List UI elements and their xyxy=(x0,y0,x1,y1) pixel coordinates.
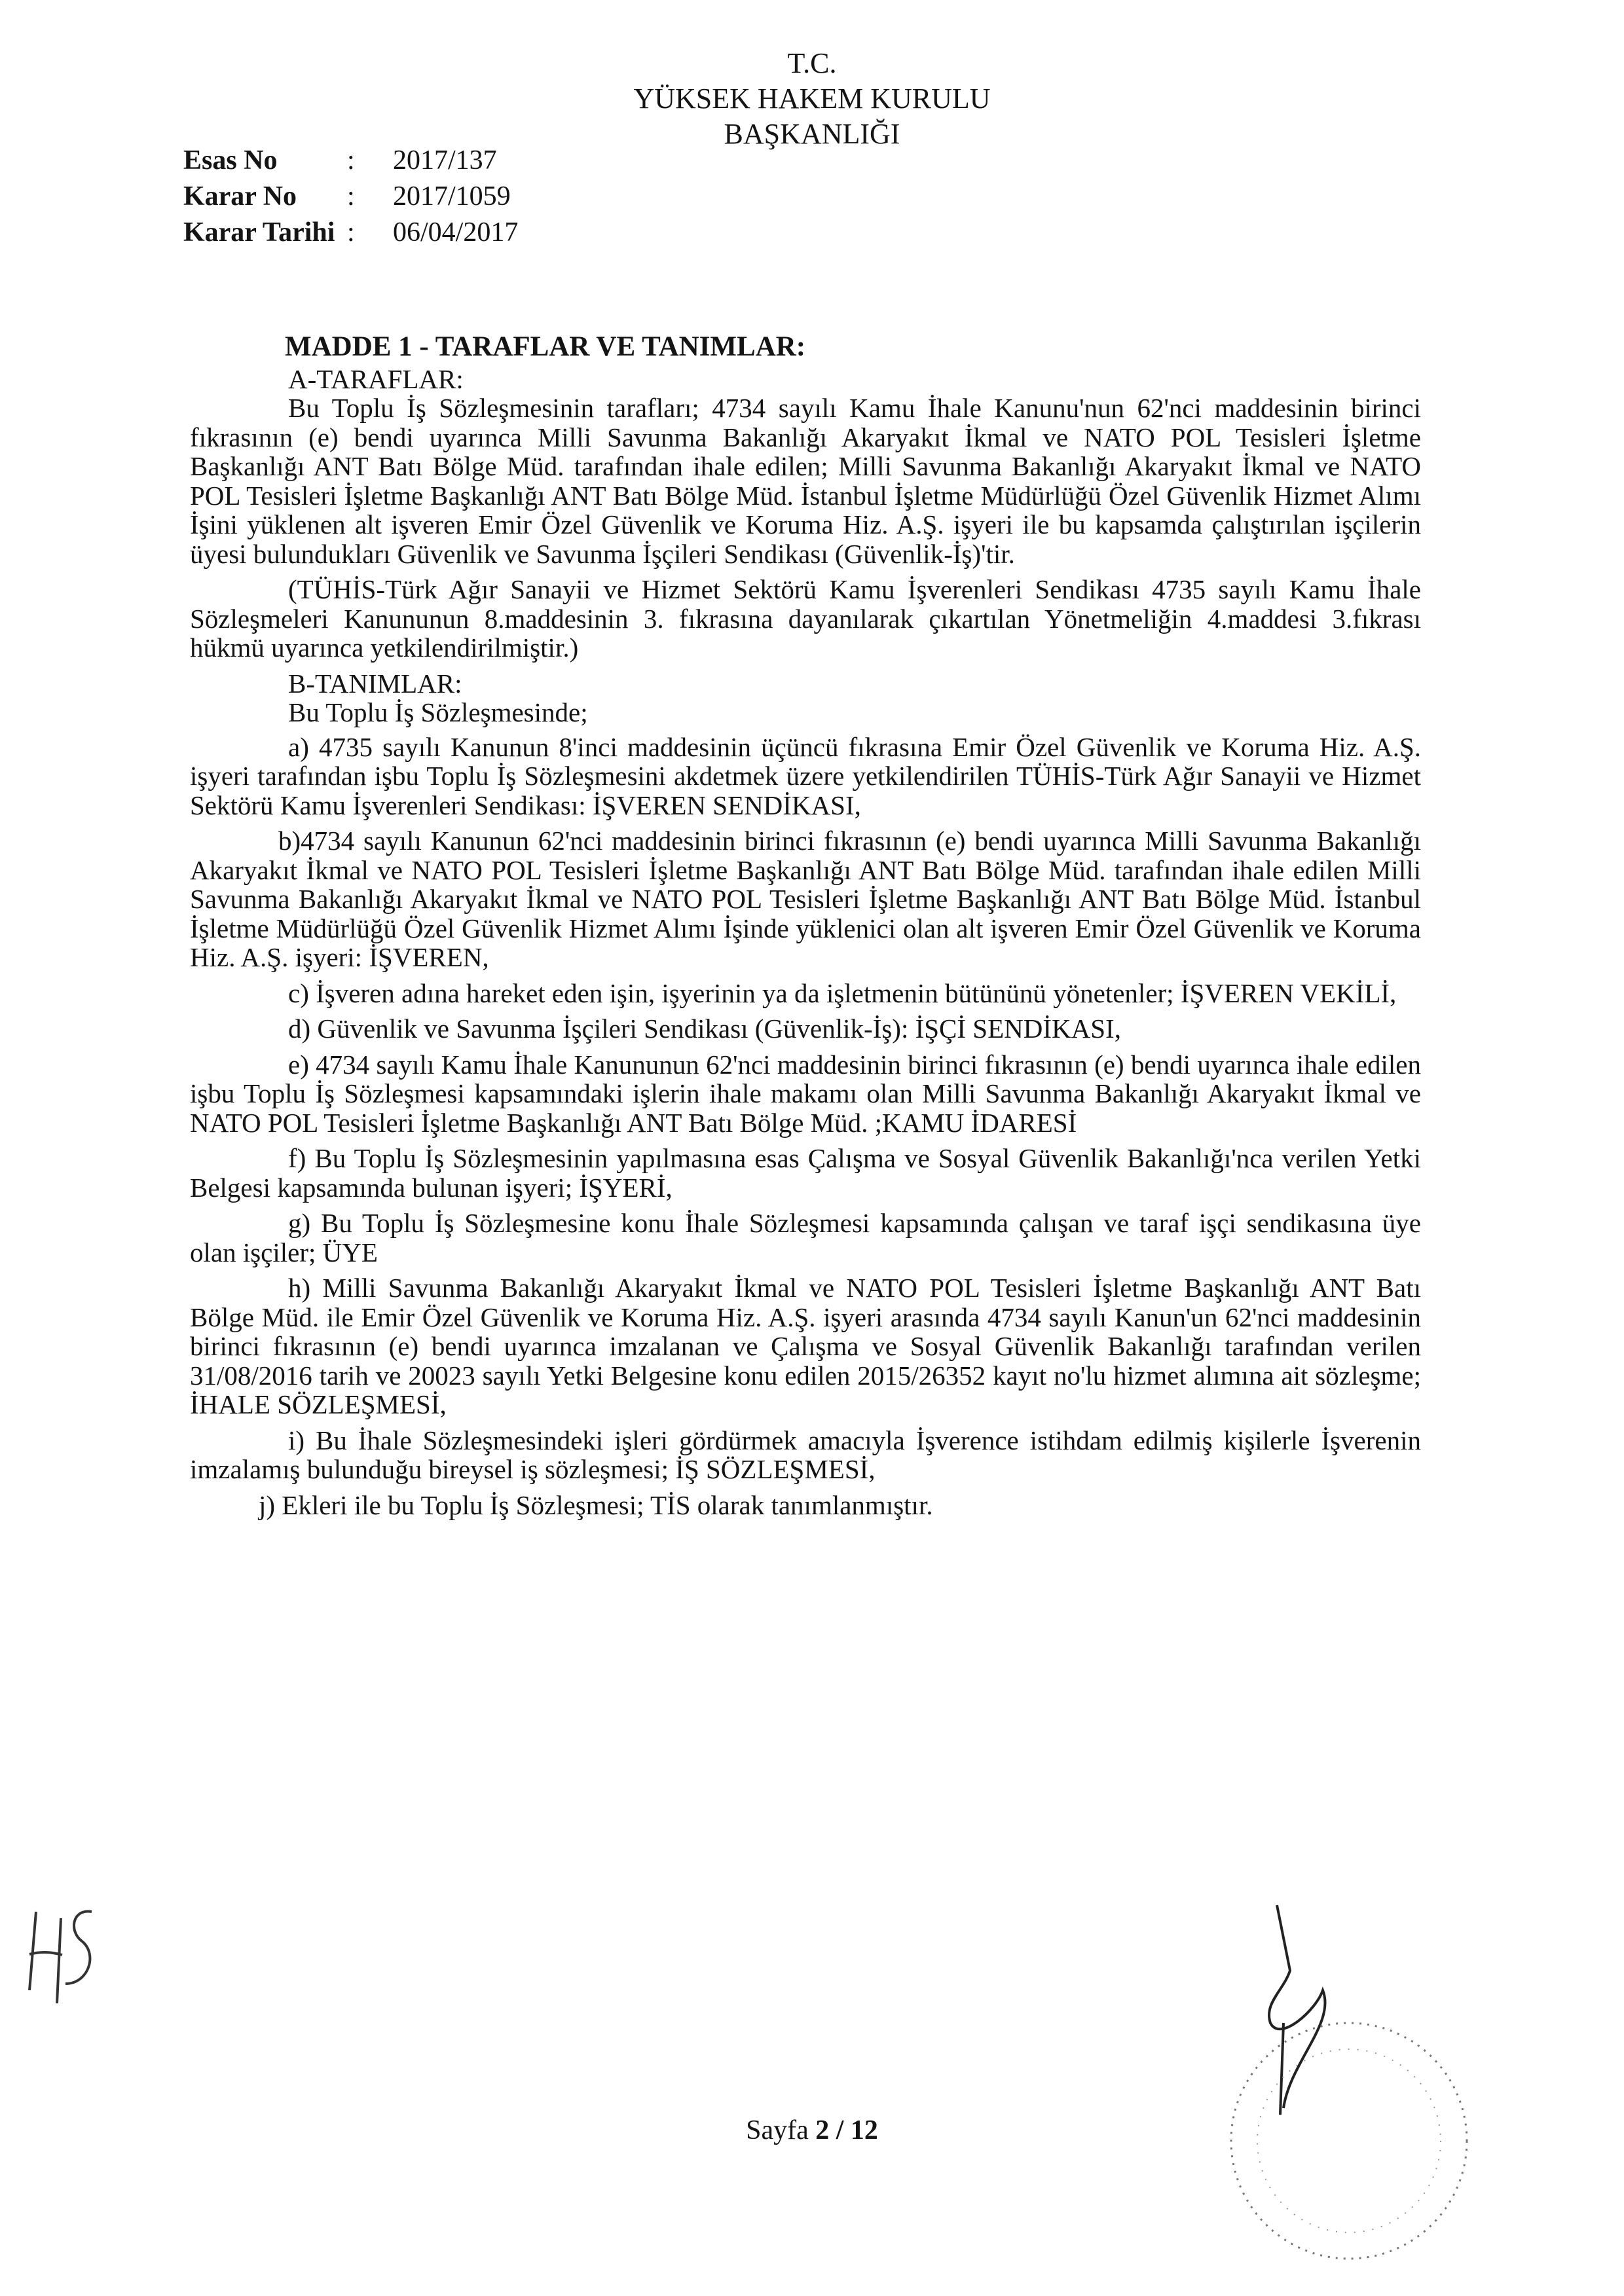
definition-item-a: a) 4735 sayılı Kanunun 8'inci maddesinin üçüncü fıkrasına Emir Özel Güvenlik ve Koruma Hiz. A.Ş. işyeri tarafından işbu Toplu İş Sözleşmesini akdetmek üzere yetkilendirilen TÜHİS-Türk Ağır Sanayii ve Hizmet Sektörü Kamu İşverenleri Sendikası: İŞVEREN SENDİKASI, xyxy=(190,731,1421,820)
definition-item-f: f) Bu Toplu İş Sözleşmesinin yapılmasına esas Çalışma ve Sosyal Güvenlik Bakanlığı'nca verilen Yetki Belgesi kapsamında bulunan işyeri; İŞYERİ, xyxy=(190,1143,1421,1203)
header-institution: YÜKSEK HAKEM KURULU xyxy=(633,82,991,115)
article-title: MADDE 1 - TARAFLAR VE TANIMLAR: xyxy=(285,331,806,362)
document-body xyxy=(190,333,1421,1520)
meta-separator: : xyxy=(347,145,355,175)
tarih-row xyxy=(183,215,518,251)
definition-item-i: i) Bu İhale Sözleşmesindeki işleri gördürmek amacıyla İşverence istihdam edilmiş kişilerle İşverenin imzalamış bulunduğu bireysel iş sözleşmesi; İŞ SÖZLEŞMESİ, xyxy=(190,1425,1421,1484)
authorization-paragraph: (TÜHİS-Türk Ağır Sanayii ve Hizmet Sektörü Kamu İşverenleri Sendikası 4735 sayılı Kamu İhale Sözleşmeleri Kanununun 8.maddesinin 3. fıkrasına dayanılarak çıkartılan Yönetmeliğin 4.maddesi 3.fıkrası hükmü uyarınca yetkilendirilmiştir.) xyxy=(190,574,1421,663)
esas-value: 2017/137 xyxy=(393,145,497,175)
section-a-title: A-TARAFLAR: xyxy=(288,363,464,394)
page-separator: / xyxy=(836,2115,844,2145)
tarih-label: Karar Tarihi xyxy=(183,217,335,247)
page-number xyxy=(0,2115,1624,2146)
initials-icon xyxy=(16,1892,108,2016)
esas-label: Esas No xyxy=(183,145,278,175)
meta-separator: : xyxy=(347,217,355,247)
tarih-value: 06/04/2017 xyxy=(393,217,519,247)
definition-item-b: b)4734 sayılı Kanunun 62'nci maddesinin birinci fıkrasının (e) bendi uyarınca Milli Savunma Bakanlığı Akaryakıt İkmal ve NATO POL Tesisleri İşletme Başkanlığı ANT Batı Bölge Müd. tarafından ihale edilen Milli Savunma Bakanlığı Akaryakıt İkmal ve NATO POL Tesisleri İşletme Başkanlığı ANT Batı Bölge Müd. İstanbul İşletme Müdürlüğü Özel Güvenlik Hizmet Alımı İşinde yüklenici olan alt işveren Emir Özel Güvenlik ve Koruma Hiz. A.Ş. işyeri: İŞVEREN, xyxy=(190,826,1421,972)
parties-paragraph: Bu Toplu İş Sözleşmesinin tarafları; 4734 sayılı Kamu İhale Kanunu'nun 62'nci maddesinin birinci fıkrasının (e) bendi uyarınca Milli Savunma Bakanlığı Akaryakıt İkmal ve NATO POL Tesisleri İşletme Başkanlığı ANT Batı Bölge Müd. tarafından ihale edilen; Milli Savunma Bakanlığı Akaryakıt İkmal ve NATO POL Tesisleri İşletme Başkanlığı ANT Batı Bölge Müd. İstanbul İşletme Müdürlüğü Özel Güvenlik Hizmet Alımı İşini yüklenen alt işveren Emir Özel Güvenlik ve Koruma Hiz. A.Ş. işyeri ile bu kapsamda çalıştırılan işçilerin üyesi bulundukları Güvenlik ve Savunma İşçileri Sendikası (Güvenlik-İş)'tir. xyxy=(190,393,1421,569)
definition-item-j: j) Ekleri ile bu Toplu İş Sözleşmesi; TİS olarak tanımlanmıştır. xyxy=(259,1489,933,1520)
esas-row xyxy=(183,143,518,179)
page-current: 2 xyxy=(815,2115,830,2145)
definition-item-c: c) İşveren adına hareket eden işin, işyerinin ya da işletmenin bütününü yönetenler; İŞVEREN VEKİLİ, xyxy=(288,977,1397,1008)
karar-row xyxy=(183,179,518,215)
case-meta xyxy=(183,143,518,251)
meta-separator: : xyxy=(347,181,355,211)
definitions-intro: Bu Toplu İş Sözleşmesinde; xyxy=(288,697,588,727)
page-total: 12 xyxy=(850,2115,878,2145)
page-prefix: Sayfa xyxy=(746,2115,809,2145)
header-tc: T.C. xyxy=(787,47,837,79)
section-b-title: B-TANIMLAR: xyxy=(288,668,462,699)
definition-item-e: e) 4734 sayılı Kamu İhale Kanununun 62'nci maddesinin birinci fıkrasının (e) bendi uyarınca ihale edilen işbu Toplu İş Sözleşmesi kapsamındaki işlerin ihale makamı olan Milli Savunma Bakanlığı Akaryakıt İkmal ve NATO POL Tesisleri İşletme Başkanlığı ANT Batı Bölge Müd. ;KAMU İDARESİ xyxy=(190,1049,1421,1138)
signature-icon xyxy=(1185,1892,1395,2128)
definition-item-h: h) Milli Savunma Bakanlığı Akaryakıt İkmal ve NATO POL Tesisleri İşletme Başkanlığı ANT Batı Bölge Müd. ile Emir Özel Güvenlik ve Koruma Hiz. A.Ş. işyeri arasında 4734 sayılı Kanun'un 62'nci maddesinin birinci fıkrasının (e) bendi uyarınca imzalanan ve Çalışma ve Sosyal Güvenlik Bakanlığı tarafından verilen 31/08/2016 tarih ve 20023 sayılı Yetki Belgesine konu edilen 2015/26352 kayıt no'lu hizmet alımına ait sözleşme; İHALE SÖZLEŞMESİ, xyxy=(190,1273,1421,1419)
karar-value: 2017/1059 xyxy=(393,181,511,211)
karar-label: Karar No xyxy=(183,181,297,211)
header-presidency: BAŞKANLIĞI xyxy=(724,118,900,150)
definition-item-g: g) Bu Toplu İş Sözleşmesine konu İhale Sözleşmesi kapsamında çalışan ve taraf işçi sendikasına üye olan işçiler; ÜYE xyxy=(190,1208,1421,1267)
definition-item-d: d) Güvenlik ve Savunma İşçileri Sendikası (Güvenlik-İş): İŞÇİ SENDİKASI, xyxy=(288,1013,1121,1044)
